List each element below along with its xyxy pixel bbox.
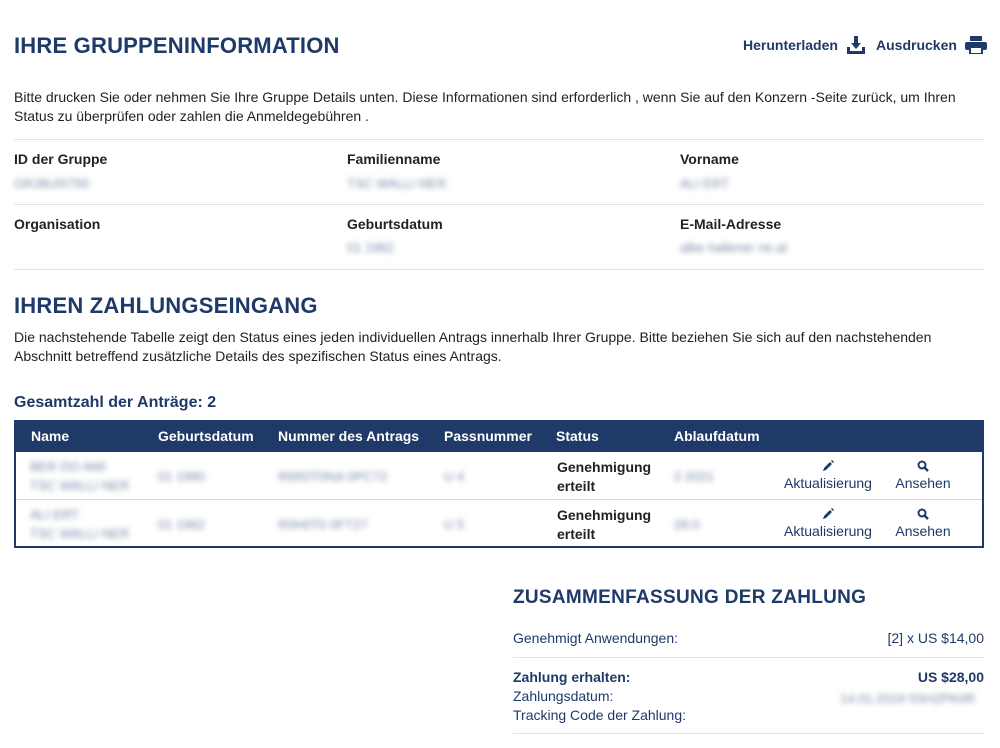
column-header-expiry: Ablaufdatum <box>674 428 760 444</box>
print-label: Ausdrucken <box>876 37 957 53</box>
download-icon <box>846 36 866 54</box>
group-info-intro: Bitte drucken Sie oder nehmen Sie Ihre Gruppe Details unten. Diese Informationen sind erforderlich , wenn Sie auf den Konzern -Seite zurück, um Ihren Status zu überprüfen oder zahlen die Anmeldegebühren . <box>14 89 956 124</box>
redacted-payment-details: 14.01.2019 5SH2PK0R <box>840 691 976 706</box>
column-header-birthdate: Geburtsdatum <box>158 428 254 444</box>
applicant-name-line1: ALI ERT <box>30 507 79 522</box>
total-applications: Gesamtzahl der Anträge: 2 <box>14 394 217 411</box>
magnifier-icon <box>916 459 930 473</box>
birthdate-label: Geburtsdatum <box>347 216 443 232</box>
column-header-name: Name <box>31 428 70 444</box>
summary-title: ZUSAMMENFASSUNG DER ZAHLUNG <box>513 587 867 608</box>
expiry-date: 28.0 <box>674 517 700 532</box>
email-value: albe hallener ne.at <box>680 240 787 255</box>
applicant-name-line2: TSC WALLI NER <box>30 526 130 541</box>
download-link[interactable] <box>743 36 866 54</box>
payment-received-value: US $28,00 <box>917 669 984 685</box>
applicant-name-line1: BER DO AMI <box>30 459 106 474</box>
passport-number: U 4 <box>444 469 465 484</box>
payments-title: IHREN ZAHLUNGSEINGANG <box>14 293 318 318</box>
first-name-label: Vorname <box>680 151 739 167</box>
expiry-date: 2 2021 <box>674 469 714 484</box>
application-number: R0H0T0 0FT27 <box>278 517 368 532</box>
payment-received-label: Zahlung erhalten: <box>513 669 631 685</box>
print-link[interactable] <box>876 36 987 54</box>
applicant-name-line2: TSC WALLI NER <box>30 478 130 493</box>
application-status: Genehmigung erteilt <box>557 459 652 494</box>
update-label: Aktualisierung <box>784 523 872 539</box>
applicant-birthdate: 01 1962 <box>158 517 205 532</box>
organisation-label: Organisation <box>14 216 101 232</box>
family-name-label: Familienname <box>347 151 441 167</box>
pencil-icon <box>821 507 835 521</box>
printer-icon <box>965 36 987 54</box>
application-number: R6R0T0NA 0PC72 <box>278 469 388 484</box>
family-name-value: TSC WALLI NER <box>347 176 447 191</box>
divider <box>513 733 984 734</box>
update-button[interactable] <box>778 459 878 491</box>
payments-intro: Die nachstehende Tabelle zeigt den Status eines jeden individuellen Antrags innerhalb Ihrer Gruppe. Bitte beziehen Sie sich auf den nachstehenden Abschnitt betreffend zusätzliche Details des spezifischen Status eines Antrags. <box>14 329 932 364</box>
approved-applications-value: [2] x US $14,00 <box>887 630 984 646</box>
application-status: Genehmigung erteilt <box>557 507 652 542</box>
pencil-icon <box>821 459 835 473</box>
group-id-value: GRJ8UI5750 <box>14 176 90 191</box>
table-row <box>16 500 982 547</box>
applicant-birthdate: 01 1990 <box>158 469 205 484</box>
birthdate-value: 01 1962 <box>347 240 394 255</box>
view-label: Ansehen <box>895 475 951 491</box>
update-button[interactable] <box>778 507 878 539</box>
group-info-title: IHRE GRUPPENINFORMATION <box>14 33 340 58</box>
view-button[interactable] <box>888 459 958 491</box>
divider <box>14 269 984 270</box>
payment-date-label: Zahlungsdatum: <box>513 688 614 704</box>
update-label: Aktualisierung <box>784 475 872 491</box>
divider <box>513 657 984 658</box>
first-name-value: ALI ERT <box>680 176 729 191</box>
table-header <box>16 420 982 452</box>
tracking-code-label: Tracking Code der Zahlung: <box>513 707 687 723</box>
column-header-passport: Passnummer <box>444 428 532 444</box>
email-label: E-Mail-Adresse <box>680 216 782 232</box>
magnifier-icon <box>916 507 930 521</box>
table-row <box>16 452 982 499</box>
view-button[interactable] <box>888 507 958 539</box>
divider <box>14 139 984 140</box>
column-header-status: Status <box>556 428 599 444</box>
group-id-label: ID der Gruppe <box>14 151 108 167</box>
approved-applications-label: Genehmigt Anwendungen: <box>513 630 679 646</box>
applications-table <box>14 420 984 548</box>
download-label: Herunterladen <box>743 37 838 53</box>
passport-number: U 5 <box>444 517 465 532</box>
divider <box>14 204 984 205</box>
column-header-application-number: Nummer des Antrags <box>278 428 420 444</box>
view-label: Ansehen <box>895 523 951 539</box>
